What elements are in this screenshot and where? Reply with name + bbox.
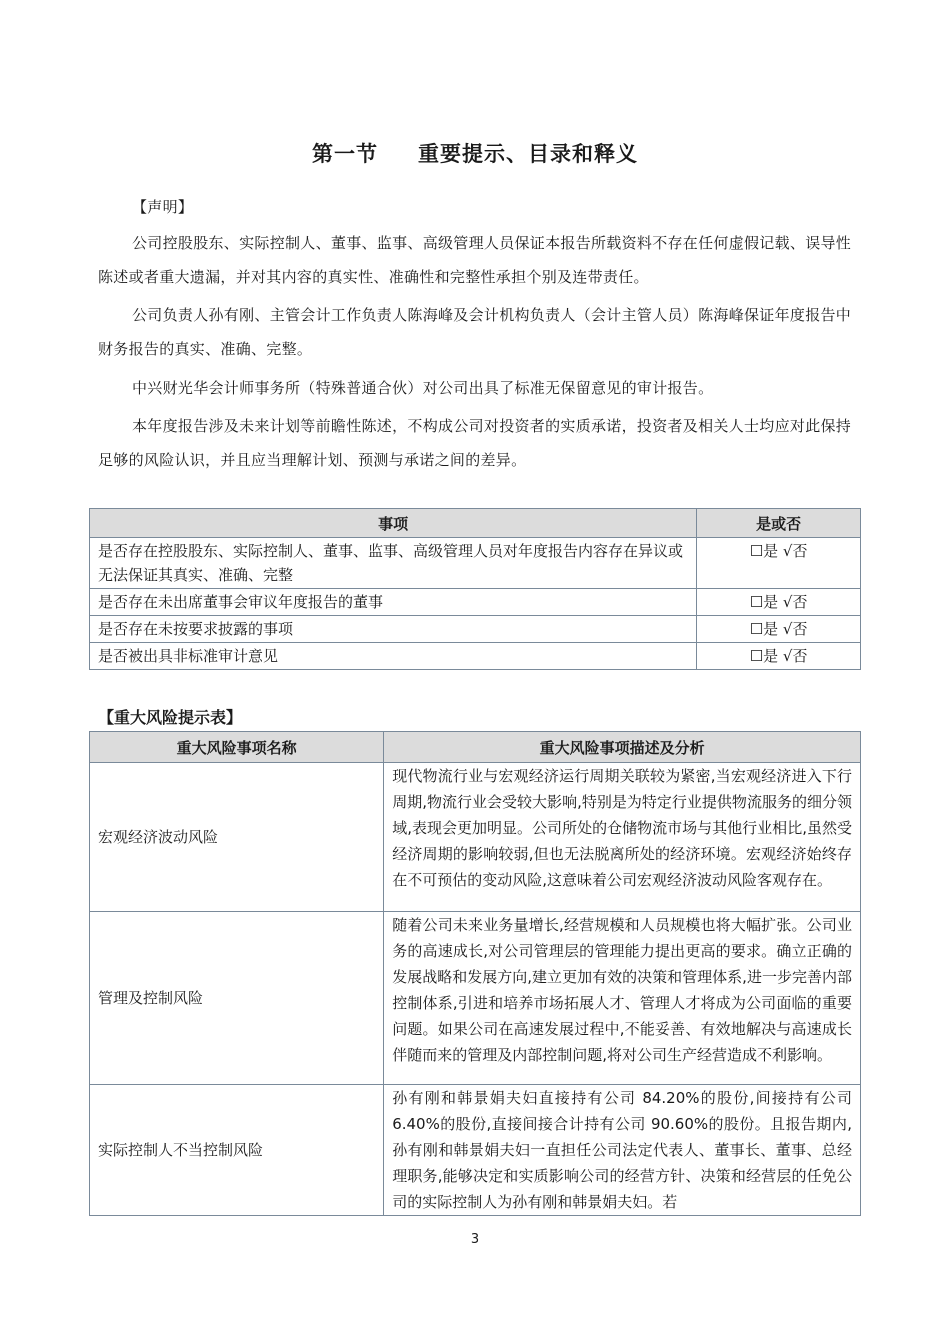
table-row xyxy=(90,589,861,616)
declaration-heading: 【声明】 xyxy=(132,198,194,216)
section-title xyxy=(0,138,950,168)
matter-item: 是否存在未出席董事会审议年度报告的董事 xyxy=(90,589,697,616)
matter-item: 是否存在未按要求披露的事项 xyxy=(90,616,697,643)
table-row xyxy=(90,538,861,589)
matter-answer: ☐是 √否 xyxy=(697,616,861,643)
column-header-item: 事项 xyxy=(90,509,697,538)
matter-answer: ☐是 √否 xyxy=(697,643,861,670)
matters-table xyxy=(89,508,861,670)
matter-answer: ☐是 √否 xyxy=(697,589,861,616)
table-row xyxy=(90,763,861,912)
risk-description: 孙有刚和韩景娟夫妇直接持有公司 84.20%的股份,间接持有公司 6.40%的股份,直接间接合计持有公司 90.60%的股份。且报告期内,孙有刚和韩景娟夫妇一直担任公司法定代表人、董事长、董事、总经理职务,能够决定和实质影响公司的经营方针、决策和经营层的任免公司的实际控制人为孙有刚和韩景娟夫妇。若 xyxy=(384,1085,861,1216)
risk-name: 宏观经济波动风险 xyxy=(90,763,384,912)
column-header-risk-name: 重大风险事项名称 xyxy=(90,732,384,763)
risk-description: 随着公司未来业务量增长,经营规模和人员规模也将大幅扩张。公司业务的高速成长,对公司管理层的管理能力提出更高的要求。确立正确的发展战略和发展方向,建立更加有效的决策和管理体系,进一步完善内部控制体系,引进和培养市场拓展人才、管理人才将成为公司面临的重要问题。如果公司在高速发展过程中,不能妥善、有效地解决与高速成长伴随而来的管理及内部控制问题,将对公司生产经营造成不利影响。 xyxy=(384,912,861,1085)
matter-item: 是否被出具非标准审计意见 xyxy=(90,643,697,670)
risk-name: 管理及控制风险 xyxy=(90,912,384,1085)
declaration-paragraph: 本年度报告涉及未来计划等前瞻性陈述，不构成公司对投资者的实质承诺，投资者及相关人士均应对此保持足够的风险认识，并且应当理解计划、预测与承诺之间的差异。 xyxy=(98,417,852,469)
page-number: 3 xyxy=(470,1232,480,1247)
risk-section-label: 【重大风险提示表】 xyxy=(98,708,243,727)
declaration-paragraph: 公司负责人孙有刚、主管会计工作负责人陈海峰及会计机构负责人（会计主管人员）陈海峰保证年度报告中财务报告的真实、准确、完整。 xyxy=(98,306,852,358)
risk-table xyxy=(89,731,861,1216)
matter-item: 是否存在控股股东、实际控制人、董事、监事、高级管理人员对年度报告内容存在异议或无法保证其真实、准确、完整 xyxy=(90,538,697,589)
column-header-answer: 是或否 xyxy=(697,509,861,538)
section-name: 重要提示、目录和释义 xyxy=(418,142,638,166)
table-row xyxy=(90,616,861,643)
risk-name: 实际控制人不当控制风险 xyxy=(90,1085,384,1216)
matter-answer: ☐是 √否 xyxy=(697,538,861,589)
column-header-risk-description: 重大风险事项描述及分析 xyxy=(384,732,861,763)
declaration-paragraph: 公司控股股东、实际控制人、董事、监事、高级管理人员保证本报告所载资料不存在任何虚假记载、误导性陈述或者重大遗漏，并对其内容的真实性、准确性和完整性承担个别及连带责任。 xyxy=(98,234,852,286)
table-row xyxy=(90,643,861,670)
table-header-row xyxy=(90,509,861,538)
risk-description: 现代物流行业与宏观经济运行周期关联较为紧密,当宏观经济进入下行周期,物流行业会受较大影响,特别是为特定行业提供物流服务的细分领域,表现会更加明显。公司所处的仓储物流市场与其他行业相比,虽然受经济周期的影响较弱,但也无法脱离所处的经济环境。宏观经济始终存在不可预估的变动风险,这意味着公司宏观经济波动风险客观存在。 xyxy=(384,763,861,912)
table-row xyxy=(90,1085,861,1216)
table-header-row xyxy=(90,732,861,763)
section-number: 第一节 xyxy=(312,142,378,166)
declaration-paragraph: 中兴财光华会计师事务所（特殊普通合伙）对公司出具了标准无保留意见的审计报告。 xyxy=(132,379,714,397)
table-row xyxy=(90,912,861,1085)
